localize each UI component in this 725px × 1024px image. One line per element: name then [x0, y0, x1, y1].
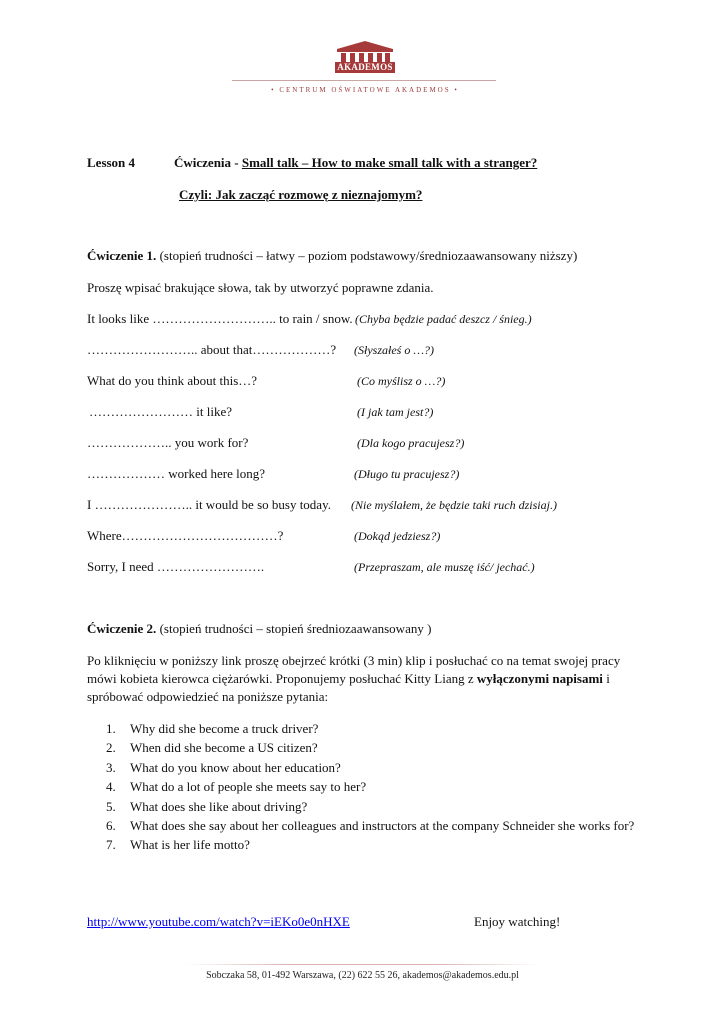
question-text: What do you know about her education? [130, 759, 341, 775]
title-topic: Small talk – How to make small talk with a stranger? [241, 155, 538, 170]
list-item [106, 816, 646, 835]
question-number: 2. [106, 740, 116, 756]
exercise1-translation: (Dokąd jedziesz?) [354, 529, 441, 543]
exercise1-translation: (Słyszałeś o …?) [354, 343, 434, 357]
exercise1-translation: (Co myślisz o …?) [357, 374, 446, 388]
footer-address: Sobczaka 58, 01-492 Warszawa, (22) 622 55 26, akademos@akademos.edu.pl [206, 970, 519, 981]
exercise1-sentence: I ………………….. it would be so busy today. [87, 497, 331, 512]
question-number: 6. [106, 818, 116, 834]
list-item [106, 758, 646, 777]
footer-rule [185, 964, 540, 965]
list-item [106, 835, 646, 854]
exercise1-sentence: …………………….. about that………………? [87, 342, 337, 357]
logo-text: AKADEMOS [337, 62, 393, 72]
exercise1-sentence: What do you think about this…? [87, 373, 258, 388]
title-line [174, 155, 537, 171]
exercise1-heading-line [87, 248, 577, 264]
exercise1-level: (stopień trudności – łatwy – poziom podstawowy/średniozaawansowany niższy) [159, 248, 578, 263]
question-number: 1. [106, 721, 116, 736]
question-text: What is her life motto? [130, 837, 250, 853]
question-number: 7. [106, 837, 116, 853]
question-text: What does she say about her colleagues and instructors at the company Schneider she works for? [130, 818, 635, 834]
exercise1-sentence: It looks like ……………………….. to rain / snow. [87, 311, 353, 326]
question-number: 4. [106, 779, 116, 795]
exercise2-heading: Ćwiczenie 2. [87, 621, 157, 636]
list-item [106, 777, 646, 796]
header-rule-right [364, 80, 496, 81]
question-text: When did she become a US citizen? [130, 740, 318, 756]
exercise1-instruction: Proszę wpisać brakujące słowa, tak by utworzyć poprawne zdania. [87, 280, 434, 295]
exercise1-sentence: …………………… it like? [89, 404, 232, 419]
exercise2-intro-bold: wyłączonymi napisami [476, 671, 603, 686]
list-item [106, 738, 646, 757]
exercise2-heading-line [87, 621, 431, 637]
lesson-label: Lesson 4 [87, 155, 136, 170]
question-number: 3. [106, 759, 116, 775]
exercise1-sentence: Where………………………………? [87, 528, 284, 543]
header-rule-left [232, 80, 364, 81]
question-number: 5. [106, 798, 116, 814]
exercise1-translation: (Nie myślałem, że będzie taki ruch dzisiaj.) [351, 498, 557, 512]
title-prefix: Ćwiczenia - [174, 155, 239, 170]
exercise1-heading: Ćwiczenie 1. [87, 248, 157, 263]
exercise2-level: (stopień trudności – stopień średniozaawansowany ) [159, 621, 432, 636]
exercise1-sentence: ……………….. you work for? [87, 435, 249, 450]
exercise1-translation: (Przepraszam, ale muszę iść/ jechać.) [354, 560, 535, 574]
closing-text: Enjoy watching! [474, 914, 561, 929]
title-subtitle: Czyli: Jak zacząć rozmowę z nieznajomym? [179, 187, 423, 202]
question-list [106, 719, 646, 855]
exercise2-intro-end: i spróbować odpowiedzieć na poniższe pytania: [87, 671, 610, 704]
list-item [106, 719, 646, 738]
list-item [106, 797, 646, 816]
question-text: What do a lot of people she meets say to her? [130, 779, 367, 795]
question-text: Why did she become a truck driver? [130, 721, 319, 736]
exercise1-translation: (I jak tam jest?) [357, 405, 434, 419]
question-text: What does she like about driving? [130, 798, 308, 814]
exercise1-sentence: Sorry, I need ……………………. [87, 559, 265, 574]
exercise2-intro [87, 652, 647, 706]
header-tagline: • CENTRUM OŚWIATOWE AKADEMOS • [271, 86, 459, 94]
exercise1-sentence: ……………… worked here long? [87, 466, 265, 481]
youtube-link[interactable]: http://www.youtube.com/watch?v=iEKo0e0nHXE [87, 914, 350, 929]
exercise1-translation: (Chyba będzie padać deszcz / śnieg.) [355, 312, 532, 326]
exercise1-translation: (Dla kogo pracujesz?) [357, 436, 465, 450]
exercise1-translation: (Długo tu pracujesz?) [354, 467, 460, 481]
exercise2-intro-start: Po kliknięciu w poniższy link proszę obejrzeć krótki (3 min) klip i posłuchać co na temat swojej pracy mówi kobieta kierowca ciężarówki. Proponujemy posłuchać Kitty Liang z [87, 653, 621, 686]
